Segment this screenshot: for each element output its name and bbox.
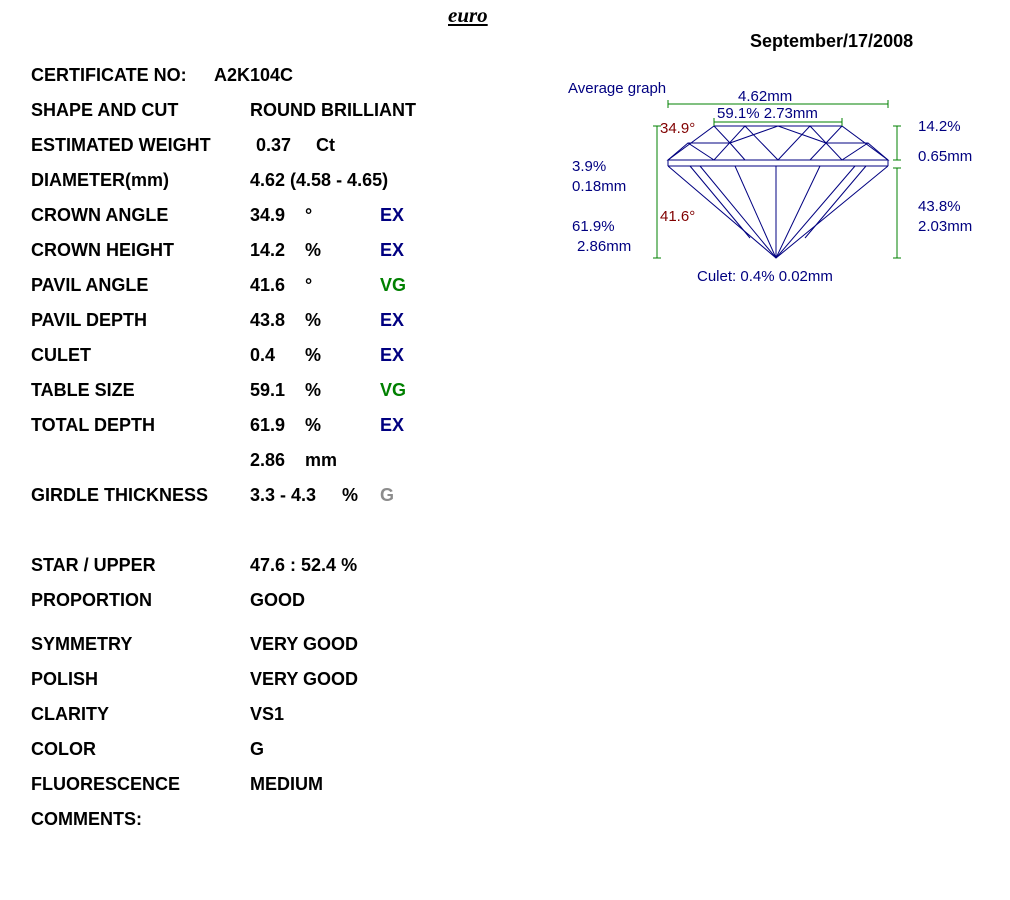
spec-value: 59.1 [250,380,286,400]
spec-unit: % [305,240,322,260]
spec-grade: VG [380,275,407,295]
spec-label: PAVIL ANGLE [31,275,149,295]
spec-unit: ° [305,275,313,295]
diamond-proportion-diagram [0,0,1010,300]
spec-label: TABLE SIZE [31,380,135,400]
spec-grade: EX [380,205,405,225]
spec-value: 43.8 [250,310,286,330]
spec-label: COMMENTS: [31,809,142,829]
diagram-culet: Culet: 0.4% 0.02mm [697,268,833,285]
spec-value: VS1 [250,704,285,724]
diagram-crown-angle: 34.9° [660,120,696,137]
diagram-table: 59.1% 2.73mm [717,105,818,122]
spec-value: 34.9 [250,205,286,225]
diagram-pavilion-angle: 41.6° [660,208,696,225]
spec-grade: EX [380,415,405,435]
diagram-girdle-mm: 0.18mm [572,178,627,195]
spec-label: CROWN HEIGHT [31,240,174,260]
spec-value: 0.37 [256,135,292,155]
diagram-pavilion-depth-pct: 43.8% [918,198,961,215]
certificate-number: A2K104C [214,65,294,85]
diagram-total-depth-mm: 2.86mm [577,238,632,255]
spec-value: 2.86 [250,450,286,470]
diagram-pavilion-depth-mm: 2.03mm [918,218,973,235]
spec-unit: % [305,310,322,330]
spec-value: GOOD [250,590,306,610]
spec-label: COLOR [31,739,96,759]
spec-unit: % [305,415,322,435]
spec-label: CROWN ANGLE [31,205,169,225]
spec-label: STAR / UPPER [31,555,156,575]
spec-unit: % [305,380,322,400]
spec-label: SYMMETRY [31,634,133,654]
spec-value: ROUND BRILLIANT [250,100,416,120]
certificate-label: CERTIFICATE NO: [31,65,187,85]
spec-label: PROPORTION [31,590,153,610]
spec-grade: G [380,485,395,505]
diagram-crown-height-mm: 0.65mm [918,148,973,165]
spec-value: 14.2 [250,240,286,260]
diagram-total-depth-pct: 61.9% [572,218,615,235]
report-date: September/17/2008 [750,31,914,51]
spec-value: 47.6 : 52.4 % [250,555,358,575]
diagram-diameter: 4.62mm [738,88,793,105]
spec-unit: mm [305,450,338,470]
spec-unit: Ct [316,135,335,155]
brand-logo: euro [448,3,488,27]
diagram-title: Average graph [568,80,667,97]
spec-value: 4.62 (4.58 - 4.65) [250,170,389,190]
spec-label: SHAPE AND CUT [31,100,179,120]
spec-grade: EX [380,240,405,260]
spec-value: 0.4 [250,345,276,365]
spec-label: FLUORESCENCE [31,774,181,794]
spec-value: MEDIUM [250,774,323,794]
spec-label: POLISH [31,669,99,689]
spec-unit: ° [305,205,313,225]
spec-value: VERY GOOD [250,669,359,689]
spec-grade: EX [380,310,405,330]
spec-grade: VG [380,380,407,400]
spec-unit: % [342,485,359,505]
spec-label: CULET [31,345,91,365]
spec-grade: EX [380,345,405,365]
spec-unit: % [305,345,322,365]
spec-value: 3.3 - 4.3 [250,485,317,505]
spec-value: VERY GOOD [250,634,359,654]
spec-label: GIRDLE THICKNESS [31,485,209,505]
diagram-crown-height-pct: 14.2% [918,118,961,135]
spec-label: DIAMETER(mm) [31,170,169,190]
diagram-girdle-pct: 3.9% [572,158,607,175]
spec-value: 41.6 [250,275,286,295]
spec-value: G [250,739,265,759]
spec-label: TOTAL DEPTH [31,415,156,435]
spec-value: 61.9 [250,415,286,435]
spec-label: ESTIMATED WEIGHT [31,135,211,155]
spec-label: CLARITY [31,704,109,724]
spec-label: PAVIL DEPTH [31,310,148,330]
